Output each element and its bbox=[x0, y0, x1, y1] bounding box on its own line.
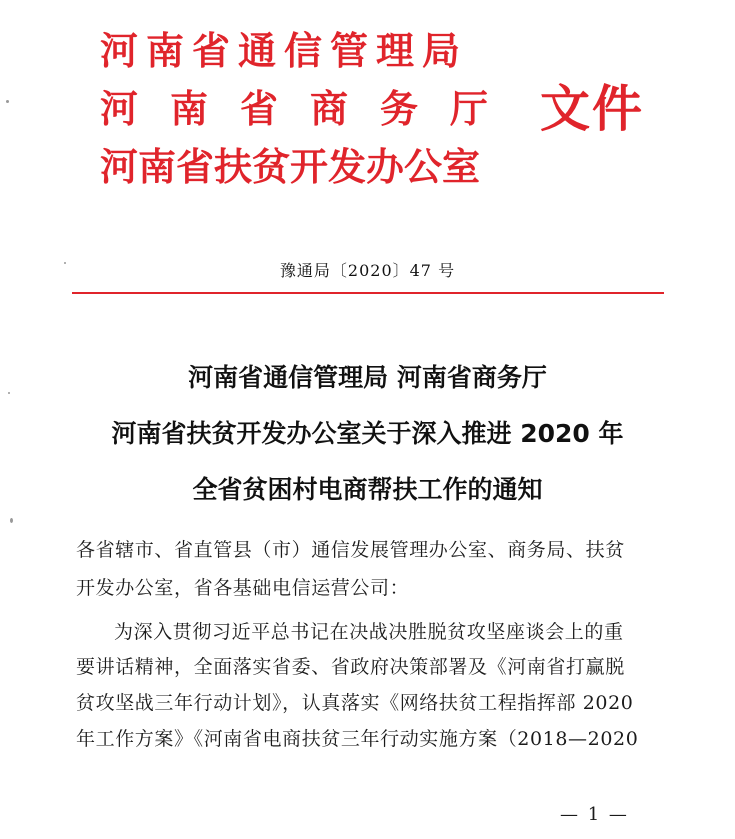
body-text-line: 为深入贯彻习近平总书记在决战决胜脱贫攻坚座谈会上的重 bbox=[114, 621, 624, 643]
letterhead-suffix: 文件 bbox=[540, 80, 644, 138]
body-text-line: 开发办公室，省各基础电信运营公司： bbox=[76, 577, 410, 599]
body-text-line: 要讲话精神，全面落实省委、省政府决策部署及《河南省打赢脱 bbox=[76, 656, 625, 678]
body-text-line: 贫攻坚战三年行动计划》，认真落实《网络扶贫工程指挥部 2020 bbox=[76, 692, 634, 714]
issuer-name: 河南省扶贫开发办公室 bbox=[100, 145, 481, 189]
issuer-name: 河南省通信管理局 bbox=[100, 29, 469, 73]
scan-speck bbox=[10, 518, 13, 523]
body-text-line: 年工作方案》《河南省电商扶贫三年行动实施方案（2018—2020 bbox=[76, 728, 639, 750]
scan-speck bbox=[64, 262, 66, 264]
document-title-line: 全省贫困村电商帮扶工作的通知 bbox=[192, 475, 543, 504]
document-number: 豫通局〔2020〕47 号 bbox=[279, 261, 456, 280]
scan-speck bbox=[8, 392, 10, 394]
red-divider bbox=[72, 292, 664, 294]
page-number: — 1 — bbox=[560, 804, 629, 825]
document-title-line: 河南省通信管理局 河南省商务厅 bbox=[188, 363, 547, 392]
body-text-line: 各省辖市、省直管县（市）通信发展管理办公室、商务局、扶贫 bbox=[76, 539, 625, 561]
scan-speck bbox=[6, 100, 9, 103]
document-title-line: 河南省扶贫开发办公室关于深入推进 2020 年 bbox=[111, 419, 624, 448]
issuer-name: 河南省商务厅 bbox=[100, 87, 521, 131]
